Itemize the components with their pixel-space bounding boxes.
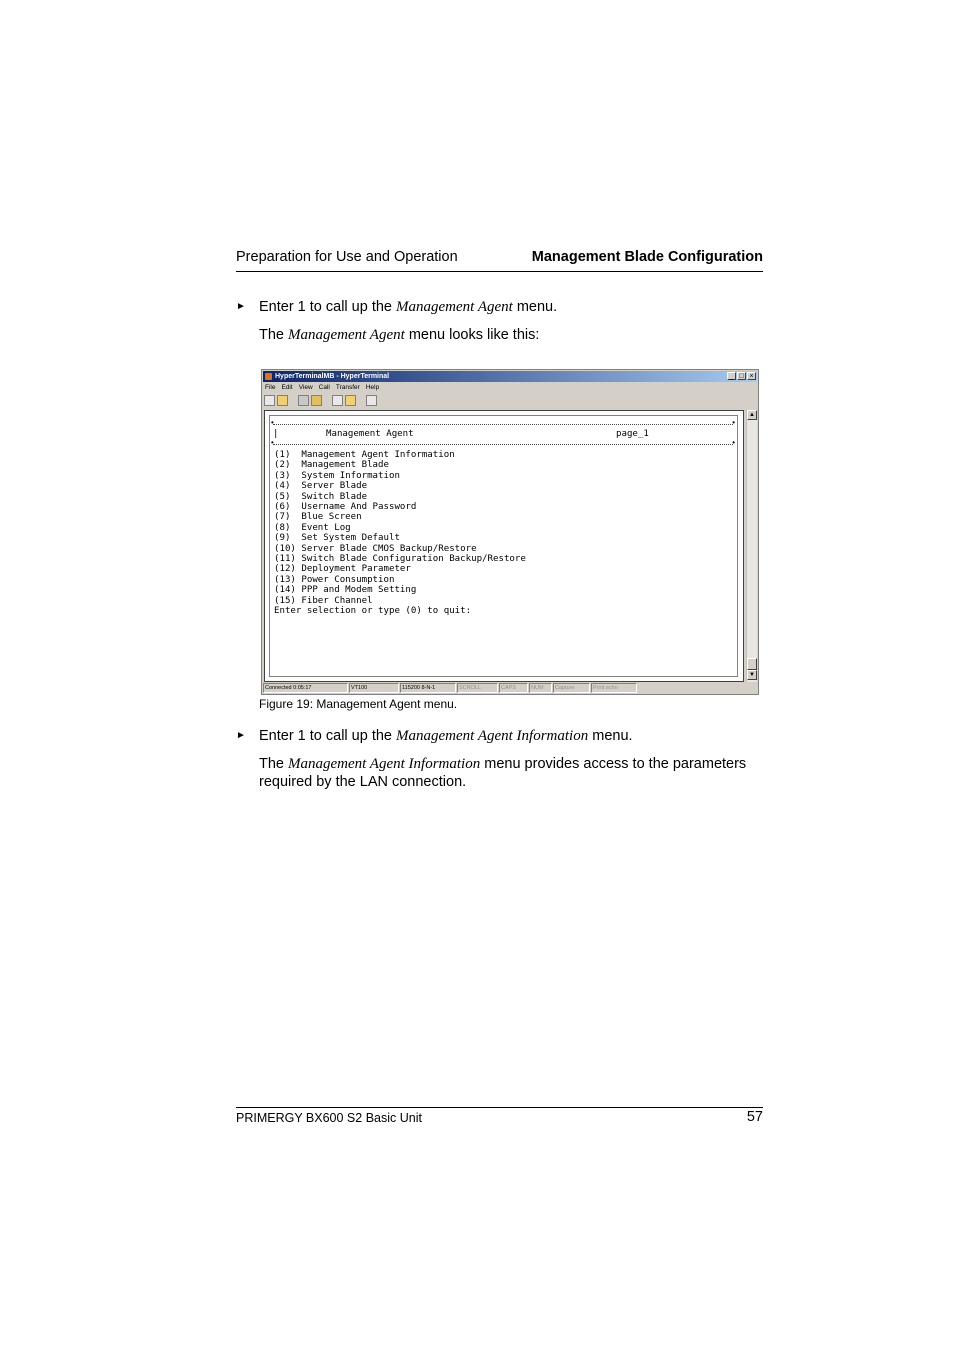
- menu-option-6: (6) Username And Password: [274, 502, 417, 512]
- terminal-page: page_1: [616, 429, 649, 439]
- footer-product: PRIMERGY BX600 S2 Basic Unit: [236, 1111, 422, 1125]
- status-emulation: VT100: [349, 683, 399, 693]
- menu-option-1: (1) Management Agent Information: [274, 450, 455, 460]
- term: Management Agent: [288, 327, 405, 343]
- divider: [273, 444, 733, 445]
- menu-option-2: (2) Management Blade: [274, 460, 389, 471]
- term: Management Agent: [396, 299, 513, 315]
- status-port-settings: 115200 8-N-1: [400, 683, 456, 693]
- connect-icon[interactable]: [298, 395, 309, 406]
- send-icon[interactable]: [332, 395, 343, 406]
- header-chapter: Management Blade Configuration: [531, 249, 763, 265]
- footer-rule: [236, 1107, 763, 1108]
- menu-option-12: (12) Deployment Parameter: [274, 564, 411, 575]
- receive-icon[interactable]: [345, 395, 356, 406]
- terminal-screen[interactable]: [269, 415, 738, 677]
- toolbar: [264, 393, 377, 408]
- bullet-arrow-icon: ►: [236, 301, 246, 312]
- menu-option-4: (4) Server Blade: [274, 481, 368, 492]
- menu-option-5: (5) Switch Blade: [274, 491, 368, 502]
- scroll-thumb[interactable]: [747, 658, 757, 670]
- divider: [273, 424, 733, 425]
- disconnect-icon[interactable]: [311, 395, 322, 406]
- menu-edit[interactable]: Edit: [281, 384, 293, 391]
- status-scroll: SCROLL: [457, 683, 498, 693]
- term: Management Agent Information: [288, 756, 481, 772]
- status-capture: Capture: [553, 683, 590, 693]
- terminal-heading: Management Agent: [326, 429, 414, 439]
- menu-option-8: (8) Event Log: [274, 522, 351, 533]
- scroll-down-icon[interactable]: ▼: [747, 670, 757, 680]
- hyperterminal-window: [261, 369, 759, 695]
- status-num: NUM: [529, 683, 552, 693]
- open-icon[interactable]: [277, 395, 288, 406]
- maximize-icon[interactable]: □: [737, 372, 746, 380]
- menu-option-15: (15) Fiber Channel: [274, 595, 373, 606]
- close-icon[interactable]: ×: [747, 372, 756, 380]
- properties-icon[interactable]: [366, 395, 377, 406]
- page-header: [236, 249, 763, 272]
- menu-bar: [265, 383, 379, 392]
- status-connected: Connected 0:05:17: [263, 683, 348, 693]
- menu-option-11: (11) Switch Blade Configuration Backup/Restore: [274, 554, 526, 564]
- window-titlebar: [263, 371, 757, 382]
- figure-caption: Figure 19: Management Agent menu.: [259, 697, 458, 711]
- status-caps: CAPS: [499, 683, 528, 693]
- cursor-bar: |: [273, 429, 279, 439]
- paragraph-2: The Management Agent Information menu provides access to the parameters required by the LAN connection.: [259, 756, 747, 790]
- menu-transfer[interactable]: Transfer: [335, 384, 360, 391]
- menu-option-14: (14) PPP and Modem Setting: [274, 585, 417, 596]
- new-icon[interactable]: [264, 395, 275, 406]
- menu-file[interactable]: File: [265, 384, 276, 391]
- step-2-text: Enter 1 to call up the Management Agent Information menu.: [259, 728, 633, 744]
- page-number: 57: [746, 1109, 763, 1125]
- scroll-up-icon[interactable]: ▲: [747, 410, 757, 420]
- menu-option-7: (7) Blue Screen: [274, 512, 362, 523]
- menu-option-10: (10) Server Blade CMOS Backup/Restore: [274, 543, 477, 554]
- menu-call[interactable]: Call: [318, 384, 330, 391]
- vertical-scrollbar[interactable]: [746, 410, 757, 682]
- terminal-frame: [264, 410, 744, 682]
- menu-option-3: (3) System Information: [274, 470, 400, 481]
- terminal-prompt: Enter selection or type (0) to quit:: [274, 606, 472, 616]
- term: Management Agent Information: [396, 728, 589, 744]
- menu-option-9: (9) Set System Default: [274, 533, 400, 544]
- status-print-echo: Print echo: [591, 683, 637, 693]
- bullet-arrow-icon: ►: [236, 730, 246, 741]
- menu-help[interactable]: Help: [365, 384, 380, 391]
- window-title: HyperTerminalMB - HyperTerminal: [275, 373, 390, 380]
- menu-view[interactable]: View: [298, 384, 313, 391]
- minimize-icon[interactable]: _: [727, 372, 736, 380]
- header-section: Preparation for Use and Operation: [236, 249, 458, 265]
- step-1-text: Enter 1 to call up the Management Agent menu.: [259, 299, 558, 315]
- paragraph-1: The Management Agent menu looks like this:: [259, 327, 540, 343]
- menu-option-13: (13) Power Consumption: [274, 574, 395, 585]
- status-bar: [263, 683, 757, 693]
- app-icon: [265, 373, 272, 380]
